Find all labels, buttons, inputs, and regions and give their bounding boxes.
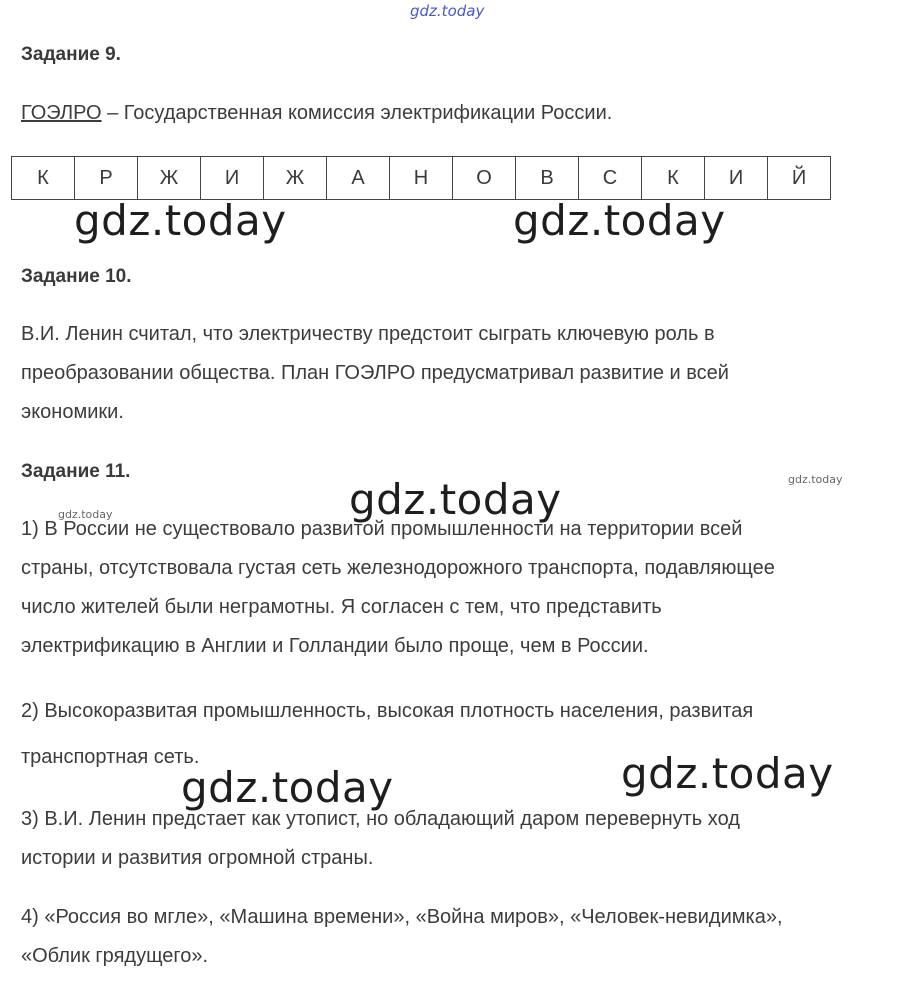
- goelro-definition-text: – Государственная комиссия электрификации России.: [101, 102, 613, 124]
- letter-cell: А: [327, 157, 390, 200]
- task10-text: [21, 315, 891, 432]
- text-line: число жителей были неграмотны. Я согласен с тем, что представить: [21, 596, 662, 618]
- letter-cell: Ж: [138, 157, 201, 200]
- text-line: «Облик грядущего».: [21, 945, 209, 967]
- text-line: 2) Высокоразвитая промышленность, высокая плотность населения, развитая: [21, 700, 754, 722]
- task9-definition: [21, 94, 612, 133]
- watermark: gdz.today: [513, 196, 726, 245]
- watermark-small: gdz.today: [58, 508, 113, 521]
- task9-heading: Задание 9.: [21, 44, 121, 65]
- watermark: gdz.today: [74, 196, 287, 245]
- task11-answer-1: [21, 510, 901, 666]
- text-line: 4) «Россия во мгле», «Машина времени», «Война миров», «Человек-невидимка»,: [21, 906, 783, 928]
- text-line: электрификацию в Англии и Голландии было проще, чем в России.: [21, 635, 649, 657]
- letter-cell: В: [516, 157, 579, 200]
- task11-answer-3: [21, 800, 901, 878]
- watermark-small: gdz.today: [788, 473, 843, 486]
- letter-cell: Ж: [264, 157, 327, 200]
- watermark: gdz.today: [349, 475, 562, 524]
- letter-cell: К: [642, 157, 705, 200]
- watermark: gdz.today: [181, 763, 394, 812]
- letter-cell: Н: [390, 157, 453, 200]
- text-line: 3) В.И. Ленин предстает как утопист, но обладающий даром перевернуть ход: [21, 808, 740, 830]
- task10-heading: Задание 10.: [21, 266, 132, 287]
- goelro-term: ГОЭЛРО: [21, 102, 102, 124]
- letter-cell: И: [705, 157, 768, 200]
- task11-answer-4: [21, 898, 901, 976]
- text-line: истории и развития огромной страны.: [21, 847, 374, 869]
- text-line: экономики.: [21, 401, 124, 423]
- text-line: 1) В России не существовало развитой промышленности на территории всей: [21, 518, 743, 540]
- letter-cell: И: [201, 157, 264, 200]
- letter-cell: Й: [768, 157, 831, 200]
- text-line: транспортная сеть.: [21, 746, 200, 768]
- letter-cell: Р: [75, 157, 138, 200]
- letter-cell: О: [453, 157, 516, 200]
- text-line: В.И. Ленин считал, что электричеству предстоит сыграть ключевую роль в: [21, 323, 715, 345]
- task11-heading: Задание 11.: [21, 461, 131, 482]
- watermark: gdz.today: [621, 749, 834, 798]
- text-line: преобразовании общества. План ГОЭЛРО предусматривал развитие и всей: [21, 362, 729, 384]
- letter-cell: С: [579, 157, 642, 200]
- letter-cell: К: [12, 157, 75, 200]
- watermark-top: gdz.today: [410, 2, 485, 20]
- text-line: страны, отсутствовала густая сеть железнодорожного транспорта, подавляющее: [21, 557, 775, 579]
- crossword-letters-row: [11, 156, 831, 200]
